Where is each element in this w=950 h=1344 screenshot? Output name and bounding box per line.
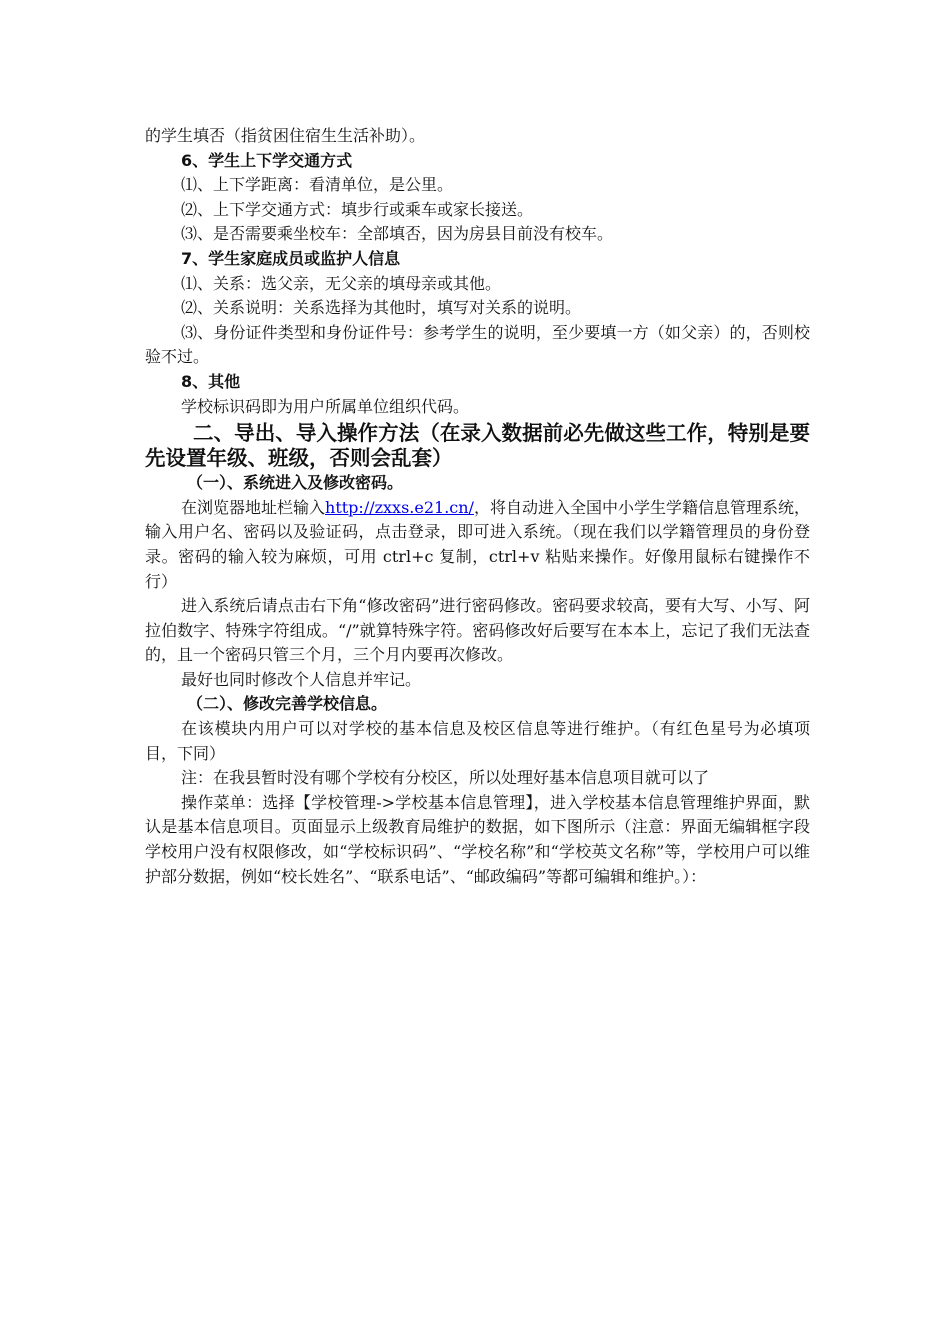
item-transport-mode: ⑵、上下学交通方式：填步行或乘车或家长接送。 <box>181 199 534 219</box>
login-text-after-link: ，将自动进入全国中小学生学籍信息管理系统，输入用户名、密码以及验证码，点击登录，即可进入系统。（现在我们以学籍管理员的身份登录。密码的输入较为麻烦，可用 ctrl+c 复制，ctrl+v 粘贴来操作。好像用鼠标右键操作不行） <box>145 497 810 591</box>
login-text-before-link: 在浏览器地址栏输入 <box>181 497 326 517</box>
paragraph-change-password: 进入系统后请点击右下角“修改密码”进行密码修改。密码要求较高，要有大写、小写、阿拉伯数字、特殊字符组成。“/”就算特殊字符。密码修改好后要写在本本上，忘记了我们无法查的，且一个密码只管三个月，三个月内要再次修改。 <box>145 596 810 665</box>
item-school-bus: ⑶、是否需要乘坐校车：全部填否，因为房县目前没有校车。 <box>181 224 614 244</box>
item-distance: ⑴、上下学距离：看清单位，是公里。 <box>181 175 454 195</box>
subheading-school-info: （二）、修改完善学校信息。 <box>187 694 388 714</box>
paragraph-continuation: 的学生填否（指贫困住宿生生活补助）。 <box>145 126 426 145</box>
item-school-code: 学校标识码即为用户所属单位组织代码。 <box>181 396 470 416</box>
heading-transport: 6、学生上下学交通方式 <box>181 150 353 170</box>
subheading-login-password: （一）、系统进入及修改密码。 <box>187 473 404 493</box>
system-url-link[interactable]: http://zxxs.e21.cn/ <box>325 497 474 517</box>
section-heading-import-export: 二、导出、导入操作方法（在录入数据前必先做这些工作，特别是要先设置年级、班级，否则会乱套） <box>145 421 810 471</box>
item-id-document: ⑶、身份证件类型和身份证件号：参考学生的说明，至少要填一方（如父亲）的，否则校验不过。 <box>145 322 810 367</box>
document-page <box>145 124 810 889</box>
paragraph-module-description: 在该模块内用户可以对学校的基本信息及校区信息等进行维护。（有红色星号为必填项目，下同） <box>145 719 810 763</box>
paragraph-login <box>145 496 810 594</box>
heading-other: 8、其他 <box>181 371 241 391</box>
paragraph-note-campus: 注：在我县暂时没有哪个学校有分校区，所以处理好基本信息项目就可以了 <box>181 768 710 788</box>
item-relation: ⑴、关系：选父亲，无父亲的填母亲或其他。 <box>181 273 502 293</box>
paragraph-personal-info: 最好也同时修改个人信息并牢记。 <box>181 669 422 689</box>
heading-family-members: 7、学生家庭成员或监护人信息 <box>181 248 401 268</box>
item-relation-note: ⑵、关系说明：关系选择为其他时，填写对关系的说明。 <box>181 298 582 318</box>
paragraph-operation-menu: 操作菜单：选择【学校管理->学校基本信息管理】，进入学校基本信息管理维护界面，默认是基本信息项目。页面显示上级教育局维护的数据，如下图所示（注意：界面无编辑框字段学校用户没有权限修改，如“学校标识码”、“学校名称”和“学校英文名称”等，学校用户可以维护部分数据，例如“校长姓名”、“联系电话”、“邮政编码”等都可编辑和维护。）： <box>145 792 810 886</box>
